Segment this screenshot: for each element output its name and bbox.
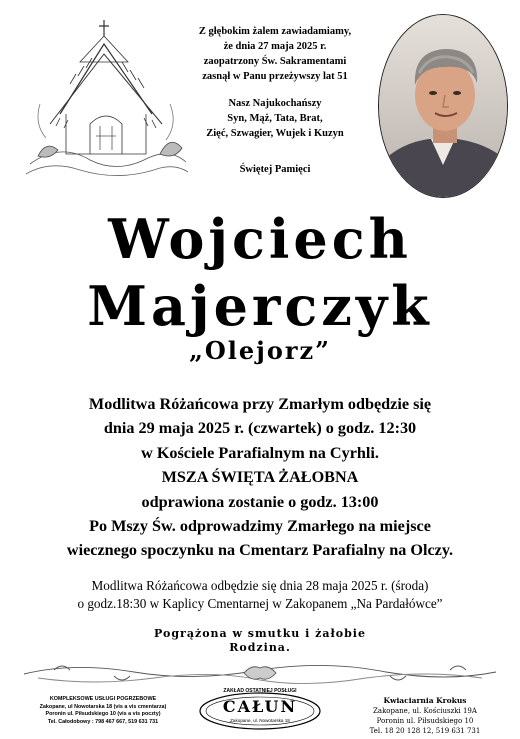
family-line: Zięć, Szwagier, Wujek i Kuzyn [206, 128, 344, 139]
schedule-line: Po Mszy Św. odprowadzimy Zmarłego na miejsce [89, 517, 431, 536]
funeral-home-line: Poronin ul. Piłsudskiego 10 (vis a vis poczty) [45, 711, 161, 718]
intro-line: Z głębokim żalem zawiadamiamy, [198, 26, 352, 37]
family-line: Syn, Mąż, Tata, Brat, [227, 113, 323, 124]
florist-line: Tel. 18 20 128 12, 519 631 731 [369, 727, 481, 735]
schedule-line: wiecznego spoczynku na Cmentarz Parafialny na Olczy. [66, 541, 454, 560]
florist-line: Zakopane, ul. Kościuszki 19A [373, 707, 477, 715]
chapel-illustration [20, 14, 190, 182]
funeral-home-line: KOMPLEKSOWE USŁUGI POGRZEBOWE [49, 696, 157, 702]
intro-line: zaopatrzony Św. Sakramentami [203, 56, 347, 67]
portrait-photo [378, 14, 508, 198]
family-relations [170, 96, 380, 141]
deceased-last-name: Majerczyk [87, 274, 433, 338]
funeral-schedule [40, 392, 480, 563]
florist-info [340, 696, 510, 736]
logo-name: CAŁUN [222, 697, 298, 716]
memory-label: Świętej Pamięci [239, 164, 311, 175]
mourners-line: Rodzina. [229, 641, 291, 654]
announcement-intro [170, 24, 380, 84]
deceased-first-name: Wojciech [108, 207, 412, 271]
logo-caption: ZAKŁAD OSTATNIEJ POSŁUGI [223, 688, 297, 694]
logo-address: Zakopane, ul. Nowotarska 18 [230, 718, 290, 723]
rosary-line: Modlitwa Różańcowa odbędzie się dnia 28 maja 2025 r. (środa) [91, 578, 429, 593]
schedule-line: w Kościele Parafialnym na Cyrhli. [141, 443, 379, 462]
funeral-home-info [18, 696, 188, 726]
rosary-notice [20, 577, 500, 613]
intro-line: zasnął w Panu przeżywszy lat 51 [202, 71, 348, 82]
mourners-line: Pogrążona w smutku i żałobie [154, 627, 366, 640]
rosary-line: o godz.18:30 w Kaplicy Cmentarnej w Zakopanem „Na Pardałówce” [77, 596, 443, 611]
mourners-signature [0, 627, 520, 655]
schedule-line: Modlitwa Różańcowa przy Zmarłym odbędzie się [88, 395, 432, 413]
intro-line: że dnia 27 maja 2025 r. [223, 41, 327, 52]
ornamental-divider [14, 658, 506, 688]
florist-name: Kwiaciarnia Krokus [383, 696, 467, 705]
schedule-line: dnia 29 maja 2025 r. (czwartek) o godz. 12:30 [103, 419, 417, 438]
schedule-line: MSZA ŚWIĘTA ŻAŁOBNA [161, 468, 359, 487]
schedule-line: odprawiona zostanie o godz. 13:00 [141, 492, 379, 511]
deceased-nickname: „Olejorz” [189, 336, 331, 365]
family-line: Nasz Najukochańszy [228, 98, 322, 109]
florist-line: Poronin ul. Piłsudskiego 10 [376, 717, 474, 725]
funeral-home-line: Tel. Całodobowy : 798 467 667, 519 631 731 [47, 718, 159, 725]
funeral-home-line: Zakopane, ul Nowotarska 18 (vis a vis cmentarza) [39, 703, 167, 710]
